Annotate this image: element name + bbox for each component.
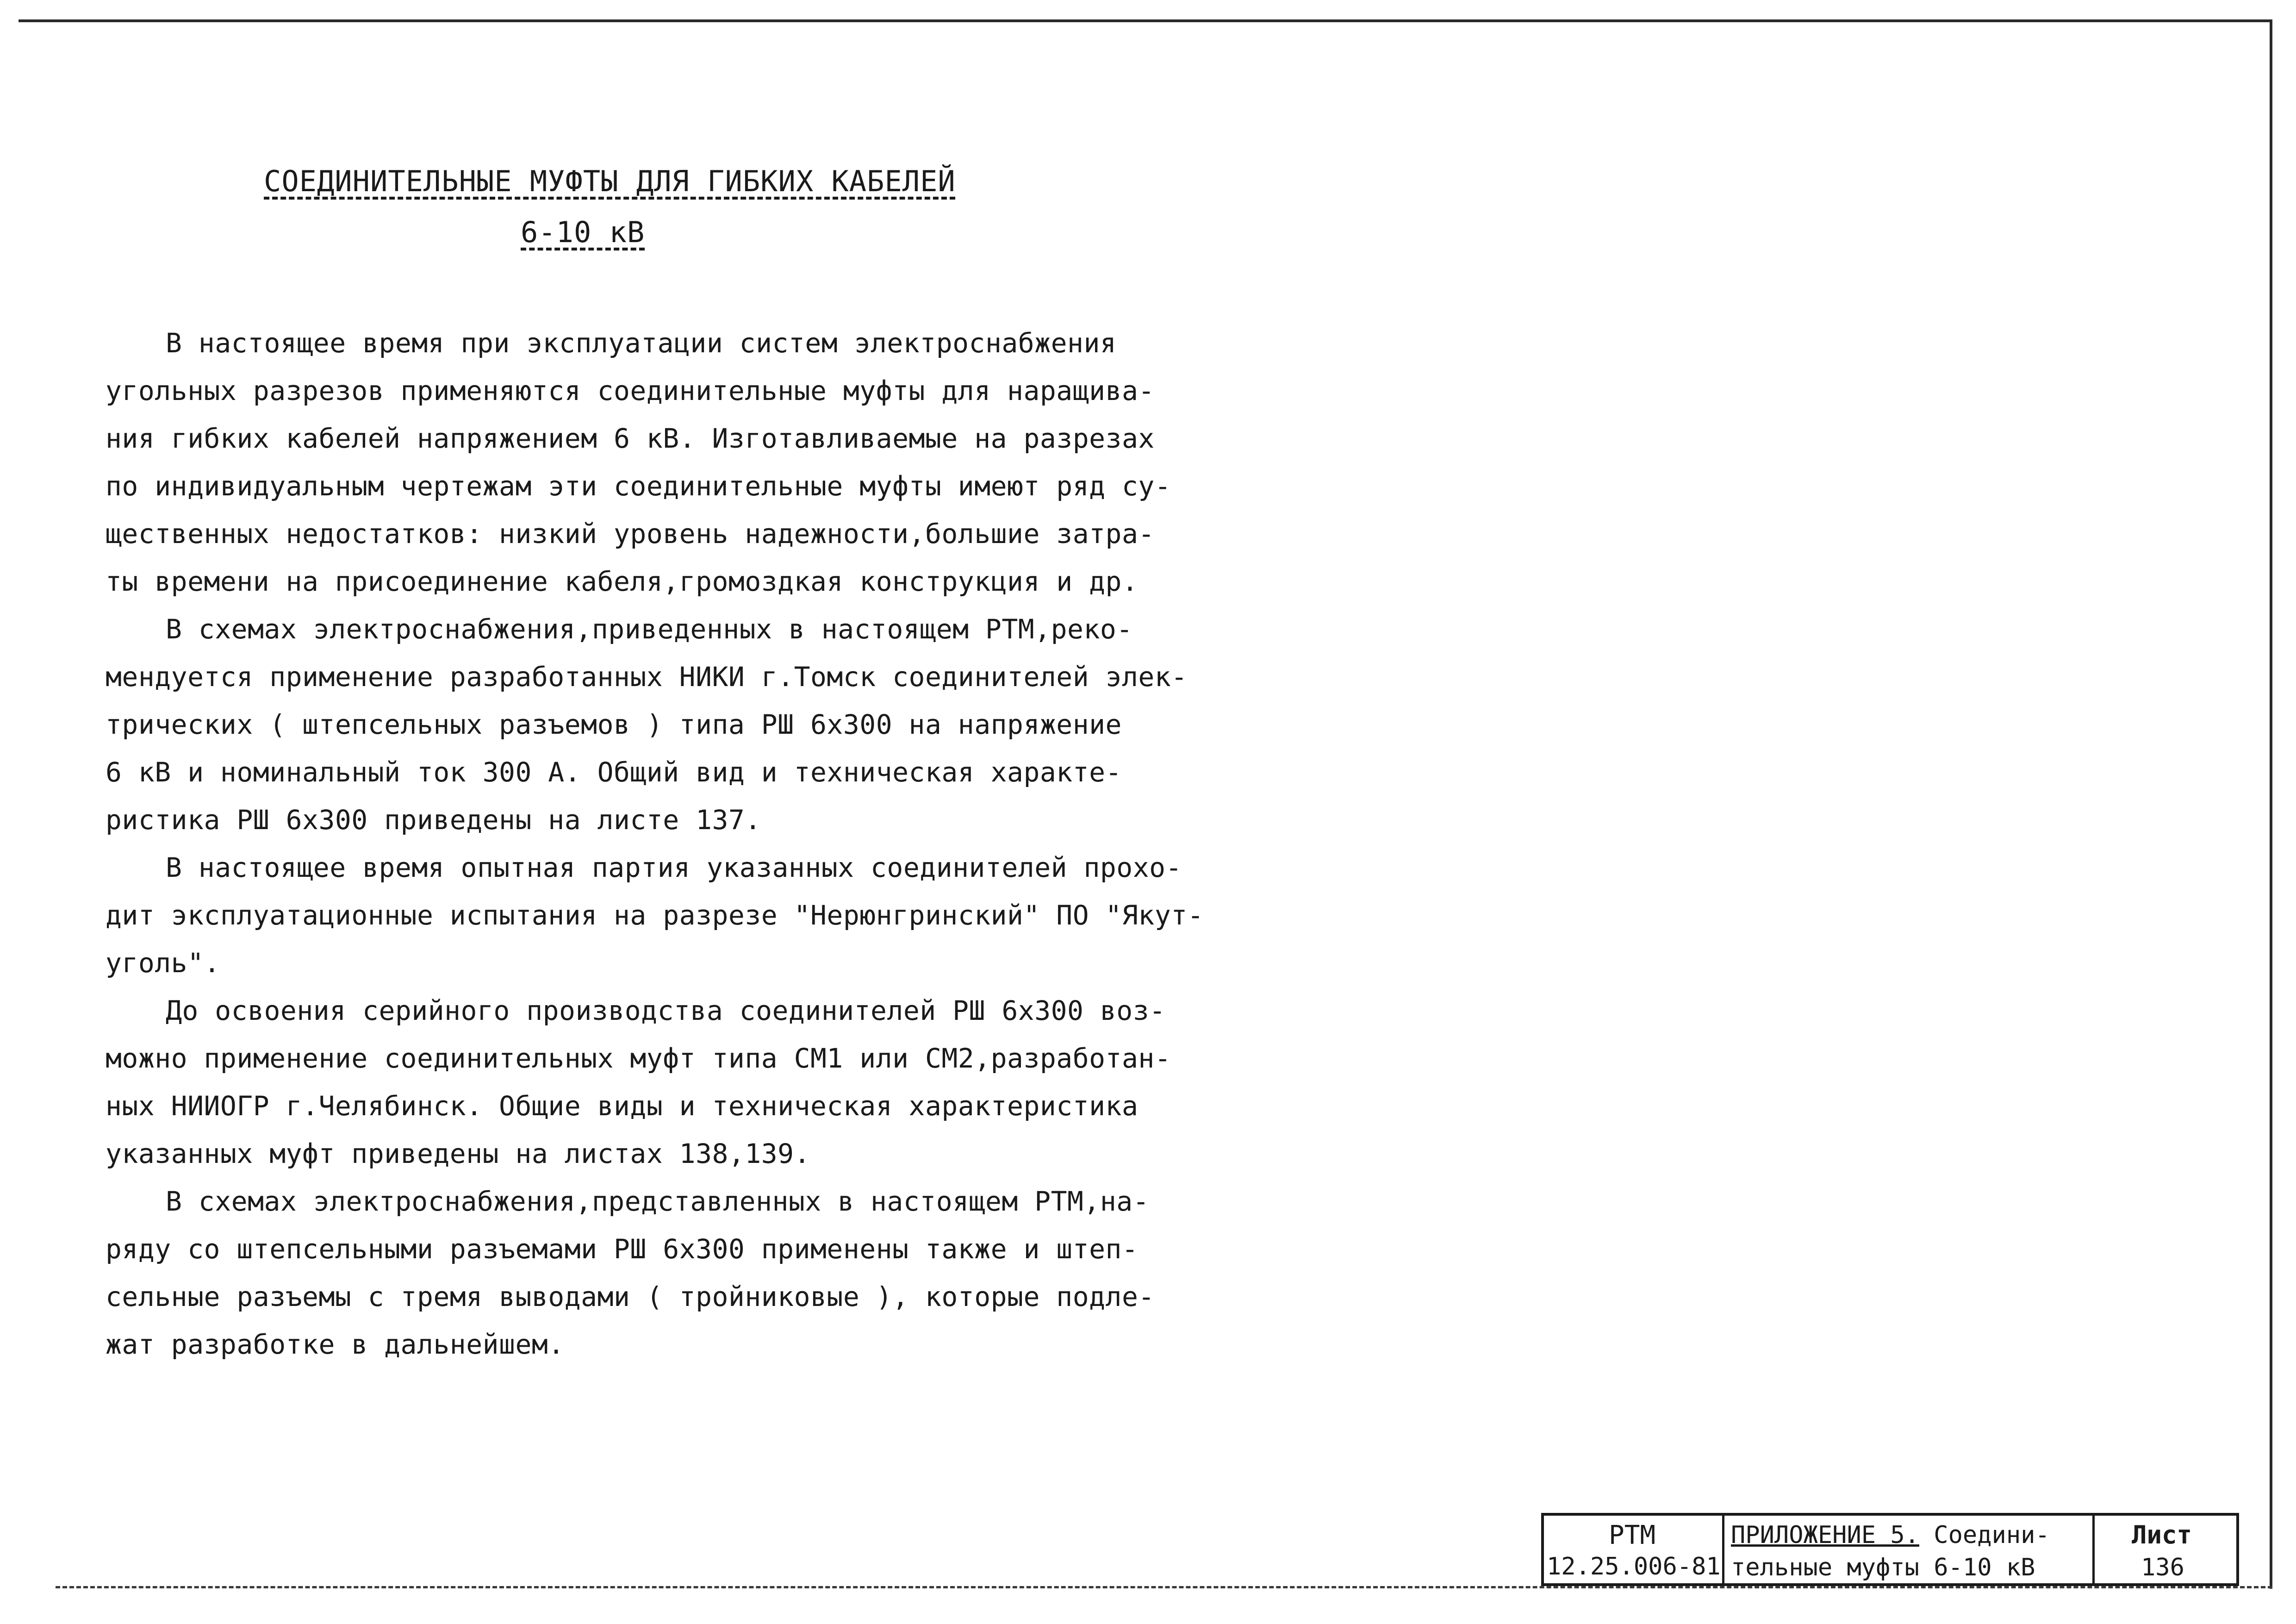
appendix-label: ПРИЛОЖЕНИЕ 5. xyxy=(1731,1521,1919,1549)
body-text-line: В схемах электроснабжения,представленных в настоящем РТМ,на- xyxy=(166,1186,1150,1217)
sheet-number: 136 xyxy=(2141,1554,2184,1581)
title-block-sheet-cell xyxy=(2095,1516,2236,1583)
sheet-label: Лист xyxy=(2132,1520,2192,1549)
sheet-frame-bottom xyxy=(56,1586,2272,1588)
document-code: РТМ xyxy=(1609,1520,1656,1550)
body-text-line: В схемах электроснабжения,приведенных в настоящем РТМ,реко- xyxy=(166,613,1133,645)
body-text-line: трических ( штепсельных разъемов ) типа РШ 6х300 на напряжение xyxy=(106,709,1122,740)
document-number: 12.25.006-81 xyxy=(1547,1553,1721,1580)
body-text-line: щественных недостатков: низкий уровень надежности,большие затра- xyxy=(106,518,1155,550)
body-text-line: по индивидуальным чертежам эти соединительные муфты имеют ряд су- xyxy=(106,470,1171,502)
sheet-frame-right xyxy=(2270,19,2272,1589)
body-text-line: ты времени на присоединение кабеля,громоздкая конструкция и др. xyxy=(106,566,1139,597)
document-subtitle: 6-10 кВ xyxy=(521,215,645,249)
document-title: СОЕДИНИТЕЛЬНЫЕ МУФТЫ ДЛЯ ГИБКИХ КАБЕЛЕЙ xyxy=(264,164,956,198)
title-block-document-cell xyxy=(1544,1516,1724,1583)
title-block xyxy=(1541,1513,2239,1586)
description-line-1 xyxy=(1731,1521,2050,1549)
sheet-frame-top xyxy=(19,19,2272,22)
body-text-line: дит эксплуатационные испытания на разрезе "Нерюнгринский" ПО "Якут- xyxy=(106,899,1204,931)
body-text-line: сельные разъемы с тремя выводами ( тройниковые ), которые подле- xyxy=(106,1281,1155,1312)
body-text-line: ных НИИОГР г.Челябинск. Общие виды и техническая характеристика xyxy=(106,1090,1139,1122)
body-text-line: уголь". xyxy=(106,947,220,979)
title-block-description-cell xyxy=(1724,1516,2095,1583)
document-body xyxy=(106,319,1204,1368)
body-text-line: мендуется применение разработанных НИКИ г.Томск соединителей элек- xyxy=(106,661,1188,693)
body-text-line: До освоения серийного производства соединителей РШ 6х300 воз- xyxy=(166,995,1166,1026)
body-text-line: ния гибких кабелей напряжением 6 кВ. Изготавливаемые на разрезах xyxy=(106,423,1155,454)
body-text-line: указанных муфт приведены на листах 138,139. xyxy=(106,1138,811,1169)
body-text-line: жат разработке в дальнейшем. xyxy=(106,1329,565,1360)
body-text-line: ристика РШ 6х300 приведены на листе 137. xyxy=(106,804,761,836)
body-text-line: ряду со штепсельными разъемами РШ 6х300 применены также и штеп- xyxy=(106,1233,1139,1265)
body-text-line: угольных разрезов применяются соединительные муфты для наращива- xyxy=(106,375,1155,406)
description-line-2: тельные муфты 6-10 кВ xyxy=(1731,1554,2035,1581)
body-text-line: В настоящее время опытная партия указанных соединителей прохо- xyxy=(166,852,1182,883)
description-line-1-rest: Соедини- xyxy=(1919,1521,2050,1549)
body-text-line: В настоящее время при эксплуатации систем электроснабжения xyxy=(166,327,1117,359)
body-text-line: 6 кВ и номинальный ток 300 А. Общий вид и техническая характе- xyxy=(106,756,1122,788)
body-text-line: можно применение соединительных муфт типа СМ1 или СМ2,разработан- xyxy=(106,1043,1171,1074)
